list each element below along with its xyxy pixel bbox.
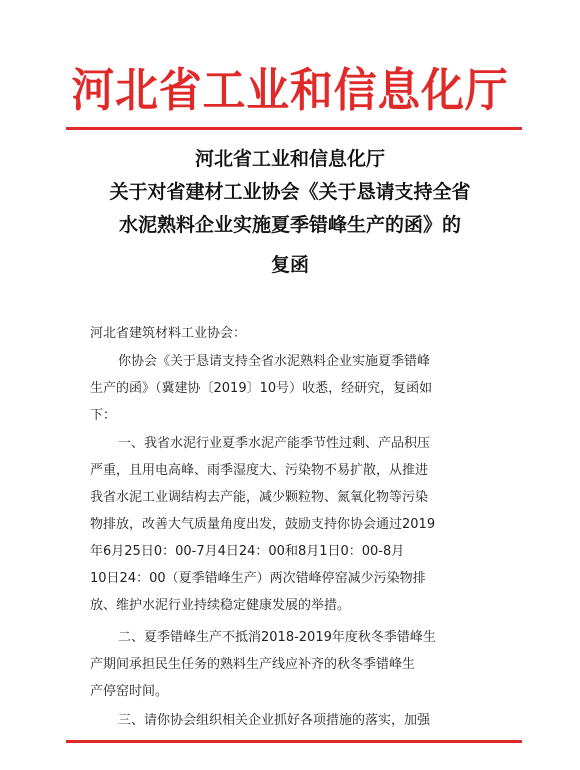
masthead-title: 河北省工业和信息化厅 — [71, 63, 509, 117]
body-line: 严重，且用电高峰、雨季湿度大、污染物不易扩散，从推进 — [90, 463, 429, 478]
body-line: 生产的函》（冀建协〔2019〕10号）收悉，经研究，复函如 — [90, 381, 433, 396]
body-line: 二、夏季错峰生产不抵消2018-2019年度秋冬季错峰生 — [118, 630, 436, 645]
body-line: 下： — [90, 408, 117, 423]
body-line: 三、请你协会组织相关企业抓好各项措施的落实，加强 — [118, 713, 431, 728]
document-title-line-3: 复函 — [270, 254, 309, 276]
body-line: 一、我省水泥行业夏季水泥产能季节性过剩、产品积压 — [118, 436, 431, 451]
body-line: 产停窑时间。 — [90, 684, 169, 699]
body-line: 物排放，改善大气质量角度出发，鼓励支持你协会通过2019 — [90, 517, 436, 532]
body-line: 10日24：00（夏季错峰生产）两次错峰停窑减少污染物排 — [90, 571, 426, 586]
body-line: 你协会《关于恳请支持全省水泥熟料企业实施夏季错峰 — [118, 354, 431, 369]
body-line: 年6月25日0：00-7月4日24：00和8月1日0：00-8月 — [90, 544, 405, 559]
masthead-red-rule — [66, 127, 522, 130]
body-line: 产期间承担民生任务的熟料生产线应补齐的秋冬季错峰生 — [90, 657, 416, 672]
issuing-organization: 河北省工业和信息化厅 — [194, 148, 385, 170]
body-line: 放、维护水泥行业持续稳定健康发展的举措。 — [90, 598, 351, 613]
document-title-line-2: 水泥熟料企业实施夏季错峰生产的函》的 — [118, 214, 461, 236]
body-line: 我省水泥工业调结构去产能，减少颗粒物、氮氧化物等污染 — [90, 490, 429, 505]
footer-red-rule — [66, 740, 522, 743]
document-title-line-1: 关于对省建材工业协会《关于恳请支持全省 — [109, 181, 471, 203]
addressee: 河北省建筑材料工业协会： — [90, 326, 247, 341]
